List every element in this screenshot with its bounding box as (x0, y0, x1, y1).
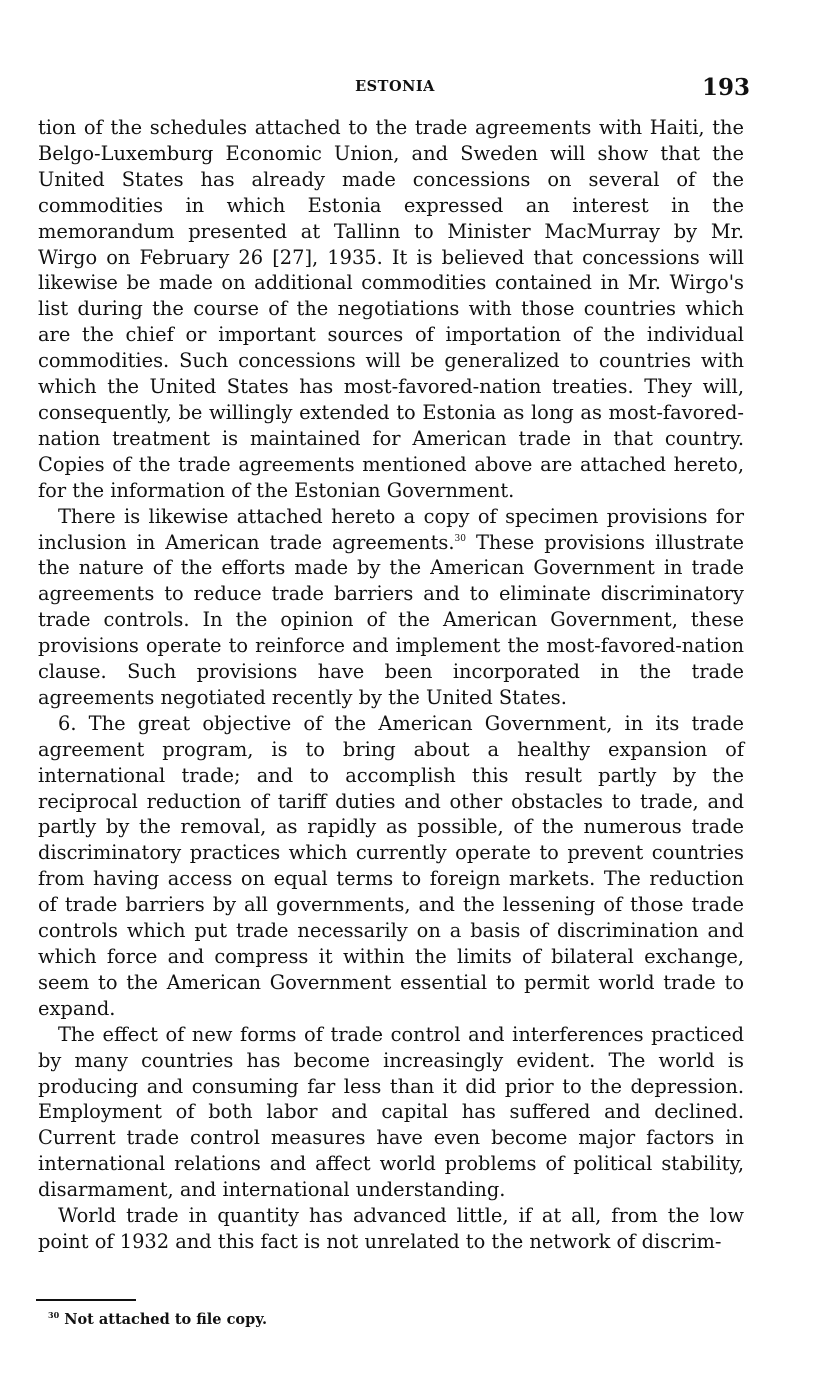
footnote (48, 1311, 267, 1328)
page-number: 193 (701, 74, 750, 101)
paragraph-text: There is likewise attached hereto a copy of specimen provisions for inclusion in American trade agreements. (38, 504, 744, 554)
footnote-reference: 30 (454, 533, 466, 544)
paragraph-specimen-provisions (38, 504, 744, 711)
paragraph-trade-control: The effect of new forms of trade control and interferences practiced by many countries has become increasingly evident. The world is producing and consuming far less than it did prior to the depression. Employment of both labor and capital has suffered and declined. Current trade control measures have even become major factors in international relations and affect world problems of political stability, disarmament, and international understanding. (38, 1022, 744, 1202)
body-text (38, 115, 744, 1255)
paragraph-text: These provisions illustrate the nature of the efforts made by the American Government in trade agreements to reduce trade barriers and to eliminate discriminatory trade controls. In the opinion of the American Government, these provisions operate to reinforce and implement the most-favored-nation clause. Such provisions have been incorporated in the trade agreements negotiated recently by the United States. (38, 530, 744, 709)
footnote-number: 30 (48, 1310, 60, 1320)
paragraph-objective: 6. The great objective of the American Government, in its trade agreement program, is to bring about a healthy expansion of international trade; and to accomplish this result partly by the reciprocal reduction of tariff duties and other obstacles to trade, and partly by the removal, as rapidly as possible, of the numerous trade discriminatory practices which currently operate to prevent countries from having access on equal terms to foreign markets. The reduction of trade barriers by all governments, and the lessening of those trade controls which put trade necessarily on a basis of discrimination and which force and compress it within the limits of bilateral exchange, seem to the American Government essential to permit world trade to expand. (38, 711, 744, 1020)
footnote-text: Not attached to file copy. (59, 1311, 268, 1328)
paragraph-continuation: tion of the schedules attached to the trade agreements with Haiti, the Belgo-Luxemburg Economic Union, and Sweden will show that the United States has already made concessions on several of the commodities in which Estonia expressed an interest in the memorandum presented at Tallinn to Minister MacMurray by Mr. Wirgo on February 26 [27], 1935. It is believed that concessions will likewise be made on additional commodities contained in Mr. Wirgo's list during the course of the negotiations with those countries which are the chief or important sources of importation of the individual commodities. Such concessions will be generalized to countries with which the United States has most-favored-nation treaties. They will, consequently, be willingly extended to Estonia as long as most-favored-nation treatment is maintained for American trade in that country. Copies of the trade agreements mentioned above are attached hereto, for the information of the Estonian Government. (38, 116, 744, 502)
running-title: ESTONIA (355, 78, 435, 95)
running-header (40, 74, 750, 104)
paragraph-world-trade: World trade in quantity has advanced little, if at all, from the low point of 1932 and this fact is not unrelated to the network of discrim- (38, 1204, 744, 1253)
footnote-divider (36, 1299, 136, 1301)
